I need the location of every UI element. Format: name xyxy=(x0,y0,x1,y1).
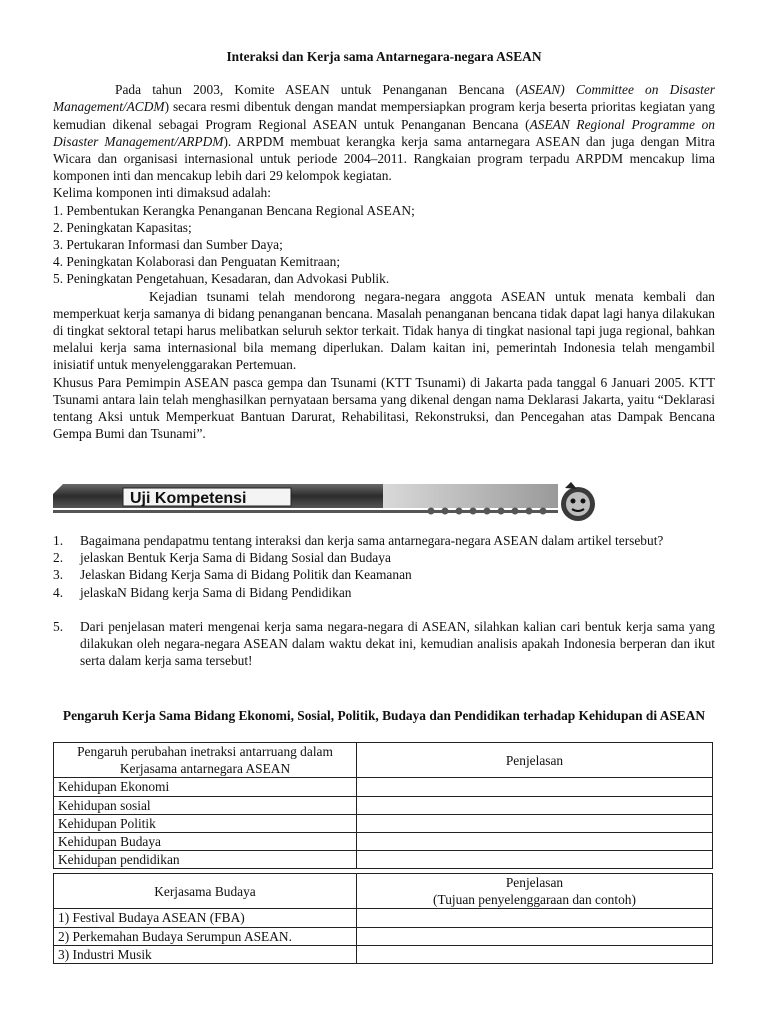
row-label: Kehidupan Ekonomi xyxy=(54,778,357,796)
banner-graphic xyxy=(53,480,598,528)
banner-fade xyxy=(383,484,558,508)
list-item: 1. Pembentukan Kerangka Penanganan Bencana Regional ASEAN; xyxy=(53,202,415,218)
row-label: 2) Perkemahan Budaya Serumpun ASEAN. xyxy=(54,927,357,945)
answer-cell[interactable] xyxy=(357,851,713,869)
list-item: 3. Pertukaran Informasi dan Sumber Daya; xyxy=(53,237,283,253)
question-item xyxy=(53,584,715,601)
answer-cell[interactable] xyxy=(357,909,713,927)
banner-underline xyxy=(53,510,558,513)
table-header-row xyxy=(54,743,713,778)
row-label: Kehidupan pendidikan xyxy=(54,851,357,869)
header-line: Penjelasan xyxy=(505,875,564,890)
article xyxy=(53,48,715,442)
text-run: ). ARPDM membuat kerangka kerja sama antarnegara ASEAN dan juga dengan Mitra Wicara dan organisasi internasional untuk periode 2004–2011. Rangkaian program terpadu ARPDM mencakup lima komponen inti dan mencakup lebih dari 29 kelompok kegiatan. xyxy=(53,133,715,184)
banner-label: Uji Kompetensi xyxy=(130,490,247,507)
questions-list xyxy=(53,532,715,669)
components-lead: Kelima komponen inti dimaksud adalah: xyxy=(53,185,271,201)
paragraph-ktt: Khusus Para Pemimpin ASEAN pasca gempa dan Tsunami (KTT Tsunami) di Jakarta pada tanggal 6 Januari 2005. KTT Tsunami antara lain telah menghasilkan pernyataan bersama yang dikenal dengan nama Deklarasi Jakarta, yaitu “Deklarasi tentang Aksi untuk Memperkuat Bantuan Darurat, Rehabilitasi, Rekonstruksi, dan Pencegahan atas Dampak Bencana Gempa Bumi dan Tsunami”. xyxy=(53,374,715,442)
header-cell: Pengaruh perubahan inetraksi antarruang dalam Kerjasama antarnegara ASEAN xyxy=(54,743,357,778)
question-number: 4. xyxy=(53,584,64,600)
text-run: ) secara resmi dibentuk dengan mandat mempersiapkan program kerja beserta prioritas kegiatan yang kemudian dikenal sebagai Program Regional ASEAN untuk Penanganan Bencana ( xyxy=(53,99,715,132)
question-text: Jelaskan Bidang Kerja Sama di Bidang Politik dan Keamanan xyxy=(80,567,412,583)
table-row xyxy=(54,945,713,963)
row-label: Kehidupan sosial xyxy=(54,796,357,814)
answer-cell[interactable] xyxy=(357,927,713,945)
question-item xyxy=(53,566,715,583)
text-run: Pada tahun 2003, Komite ASEAN untuk Penanganan Bencana ( xyxy=(115,82,521,98)
table-row xyxy=(54,927,713,945)
question-text: Dari penjelasan materi mengenai kerja sama negara-negara di ASEAN, silahkan kalian cari bentuk kerja sama yang dilakukan oleh negara-negara ASEAN dalam waktu dekat ini, kemudian analisis apakah Indonesia berperan dan ikut serta dalam kerja sama tersebut! xyxy=(80,618,715,669)
header-line: (Tujuan penyelenggaraan dan contoh) xyxy=(433,892,636,908)
banner-dots xyxy=(428,508,547,515)
paragraph-acdm xyxy=(53,81,715,184)
table-row xyxy=(54,796,713,814)
row-label: Kehidupan Politik xyxy=(54,814,357,832)
row-label: Kehidupan Budaya xyxy=(54,833,357,851)
mascot-icon xyxy=(561,482,595,521)
components-list xyxy=(53,202,715,288)
row-label: 1) Festival Budaya ASEAN (FBA) xyxy=(54,909,357,927)
table-row xyxy=(54,851,713,869)
question-text: jelaskaN Bidang kerja Sama di Bidang Pendidikan xyxy=(80,584,352,600)
question-number: 1. xyxy=(53,533,64,548)
question-item xyxy=(53,618,715,670)
influence-table xyxy=(53,742,713,869)
question-item xyxy=(53,532,715,549)
answer-cell[interactable] xyxy=(357,945,713,963)
question-number: 3. xyxy=(53,567,64,583)
table-row xyxy=(54,833,713,851)
row-label: 3) Industri Musik xyxy=(54,945,357,963)
list-item: 2. Peningkatan Kapasitas; xyxy=(53,219,192,235)
table-header-row xyxy=(54,874,713,909)
section-title: Pengaruh Kerja Sama Bidang Ekonomi, Sosial, Politik, Budaya dan Pendidikan terhadap Kehidupan di ASEAN xyxy=(62,708,706,723)
question-text: Bagaimana pendapatmu tentang interaksi dan kerja sama antarnegara-negara ASEAN dalam artikel tersebut? xyxy=(80,533,664,548)
table-row xyxy=(54,778,713,796)
question-number: 2. xyxy=(53,550,64,566)
culture-table xyxy=(53,873,713,964)
header-cell: Penjelasan xyxy=(357,743,713,778)
answer-cell[interactable] xyxy=(357,814,713,832)
answer-cell[interactable] xyxy=(357,778,713,796)
list-item: 4. Peningkatan Kolaborasi dan Penguatan Kemitraan; xyxy=(53,254,341,270)
page-title: Interaksi dan Kerja sama Antarnegara-negara ASEAN xyxy=(226,49,542,64)
question-text: jelaskan Bentuk Kerja Sama di Bidang Sosial dan Budaya xyxy=(80,550,391,566)
table-row xyxy=(54,814,713,832)
question-item xyxy=(53,549,715,566)
header-cell xyxy=(357,874,713,909)
header-cell: Kerjasama Budaya xyxy=(54,874,357,909)
table-row xyxy=(54,909,713,927)
list-item: 5. Peningkatan Pengetahuan, Kesadaran, dan Advokasi Publik. xyxy=(53,271,390,287)
answer-cell[interactable] xyxy=(357,796,713,814)
answer-cell[interactable] xyxy=(357,833,713,851)
italic-term: ASEAN Regional Programme on Disaster Management/ARPDM xyxy=(53,116,715,149)
uji-kompetensi-banner xyxy=(53,480,598,528)
spacer xyxy=(53,601,715,618)
question-number: 5. xyxy=(53,618,64,634)
italic-term: ASEAN) Committee on Disaster Management/ACDM xyxy=(53,82,715,115)
paragraph-tsunami: Kejadian tsunami telah mendorong negara-negara anggota ASEAN untuk menata kembali dan memperkuat kerja samanya di bidang penanganan bencana. Masalah penanganan bencana tidak dapat lagi hanya dilakukan di tingkat sektoral tetapi harus melibatkan seluruh sektor terkait. Tidak hanya di tingkat nasional tapi juga regional, bahkan melalui kerja sama internasional bila memang diperlukan. Dalam kaitan ini, pemerintah Indonesia telah mengambil inisiatif untuk menyelenggarakan Pertemuan. xyxy=(53,288,715,373)
